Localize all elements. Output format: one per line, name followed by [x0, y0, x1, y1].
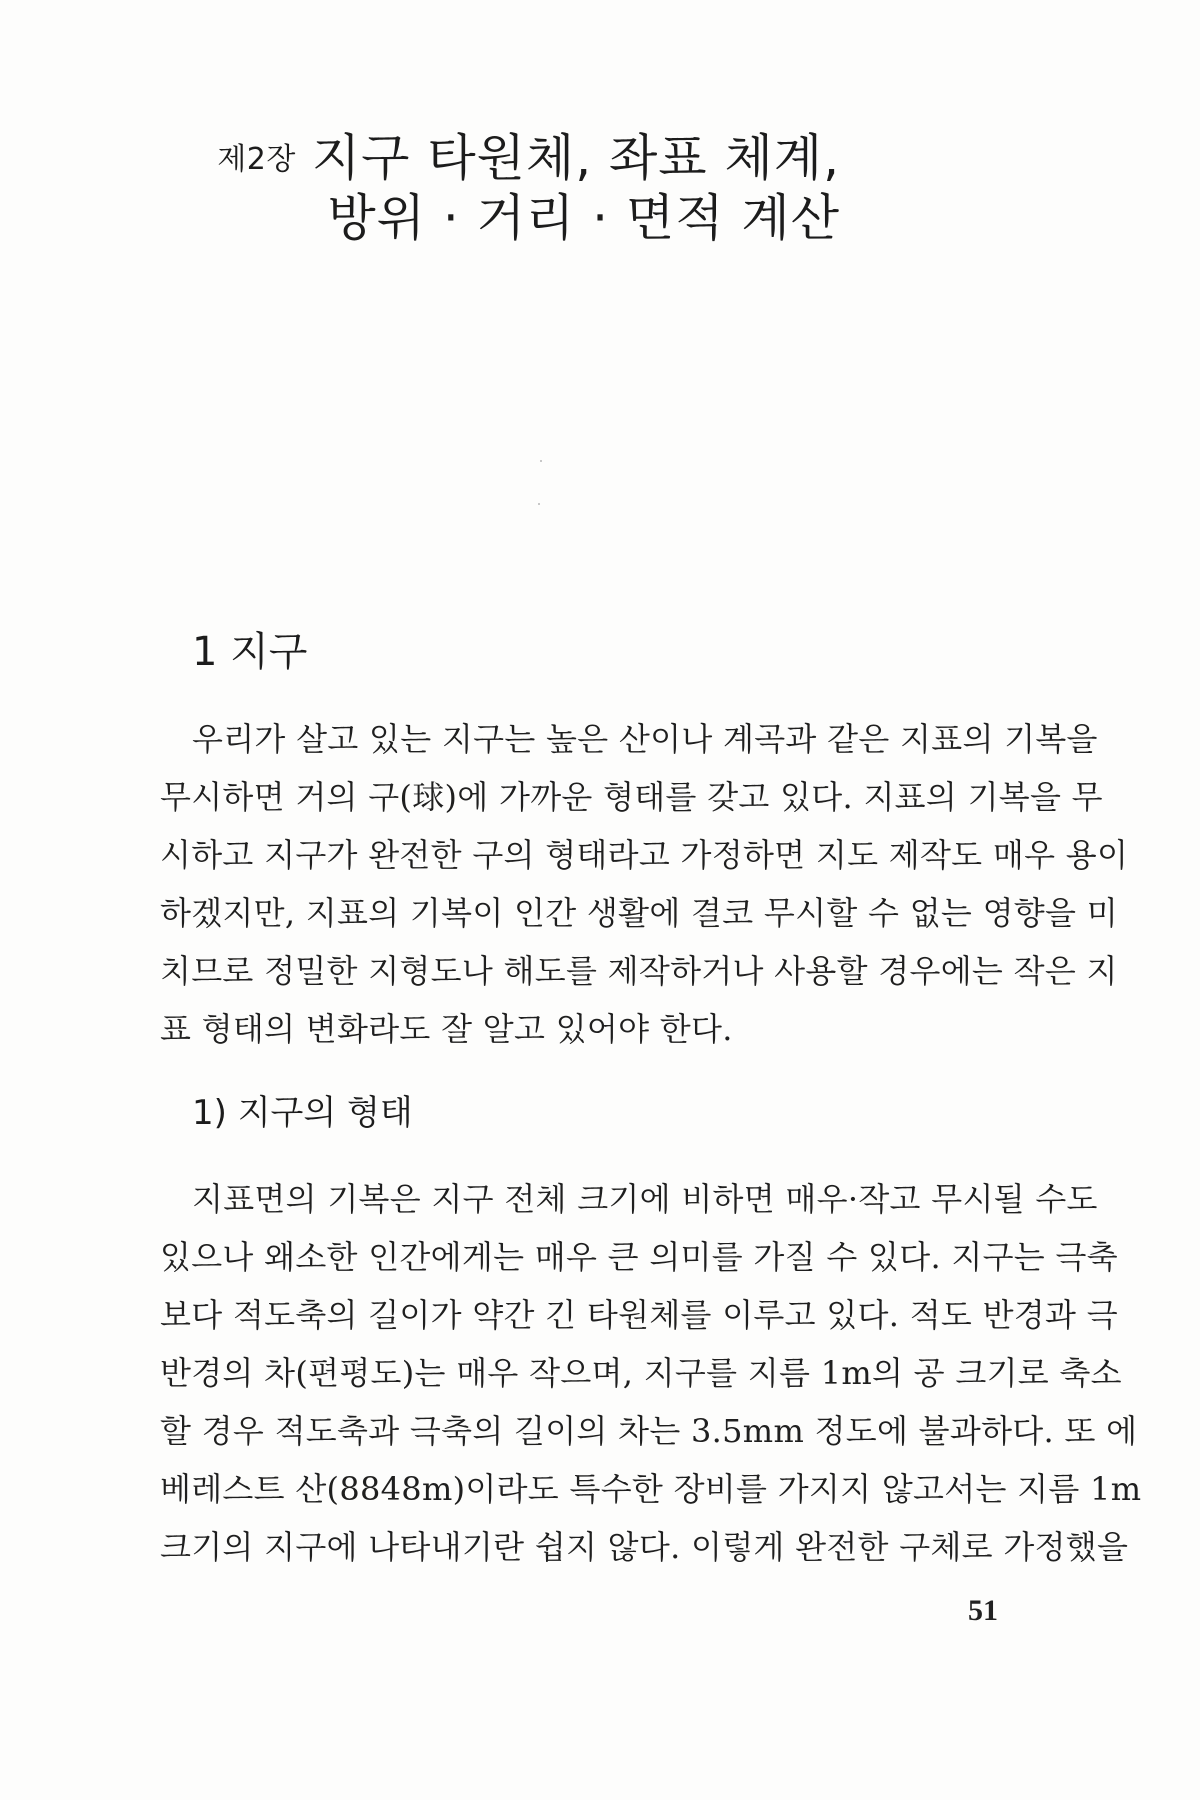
paragraph-line: 있으나 왜소한 인간에게는 매우 큰 의미를 가질 수 있다. 지구는 극축 [160, 1238, 1118, 1276]
paragraph-line: 시하고 지구가 완전한 구의 형태라고 가정하면 지도 제작도 매우 용이 [160, 836, 1129, 874]
subsection-heading: 1) 지구의 형태 [192, 1093, 413, 1133]
section-heading: 1 지구 [192, 629, 308, 675]
chapter-title-part-2: 방위 · 거리 · 면적 계산 [327, 189, 840, 247]
paragraph-2 [160, 1170, 1142, 1576]
paragraph-line: 무시하면 거의 구(球)에 가까운 형태를 갖고 있다. 지표의 기복을 무 [160, 778, 1103, 816]
paragraph-line: 하겠지만, 지표의 기복이 인간 생활에 결코 무시할 수 없는 영향을 미 [160, 894, 1118, 932]
paragraph-line: 지표면의 기복은 지구 전체 크기에 비하면 매우·작고 무시될 수도 [192, 1180, 1098, 1218]
paragraph-line: 베레스트 산(8848m)이라도 특수한 장비를 가지지 않고서는 지름 1m [160, 1470, 1142, 1508]
scan-speck [540, 460, 542, 462]
paragraph-line: 우리가 살고 있는 지구는 높은 산이나 계곡과 같은 지표의 기복을 [192, 720, 1098, 758]
paragraph-1 [160, 710, 1129, 1058]
paragraph-line: 크기의 지구에 나타내기란 쉽지 않다. 이렇게 완전한 구체로 가정했을 [160, 1528, 1129, 1566]
chapter-title-part-1: 지구 타원체, 좌표 체계, [311, 129, 840, 187]
paragraph-line: 치므로 정밀한 지형도나 해도를 제작하거나 사용할 경우에는 작은 지 [160, 952, 1118, 990]
paragraph-line: 표 형태의 변화라도 잘 알고 있어야 한다. [160, 1010, 733, 1048]
paragraph-line: 보다 적도축의 길이가 약간 긴 타원체를 이루고 있다. 적도 반경과 극 [160, 1296, 1118, 1334]
scan-speck [538, 503, 540, 505]
paragraph-line: 반경의 차(편평도)는 매우 작으며, 지구를 지름 1m의 공 크기로 축소 [160, 1354, 1122, 1392]
paragraph-line: 할 경우 적도축과 극축의 길이의 차는 3.5mm 정도에 불과하다. 또 에 [160, 1412, 1138, 1450]
chapter-number: 제2장 [217, 142, 296, 177]
page-number: 51 [968, 1594, 998, 1627]
chapter-title-line-2 [327, 178, 840, 250]
